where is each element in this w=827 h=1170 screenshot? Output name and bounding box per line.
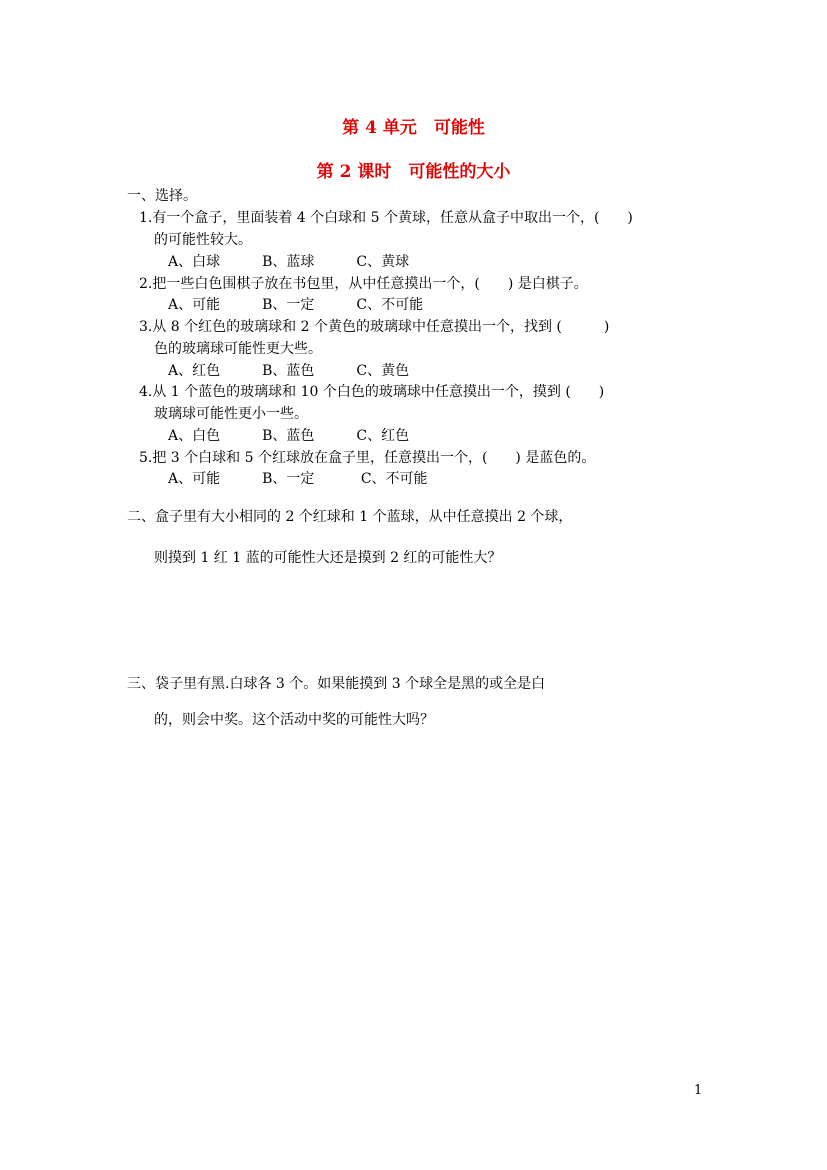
q5-line1: 5.把 3 个白球和 5 个红球放在盒子里，任意摸出一个，( ) 是蓝色的。: [139, 450, 596, 466]
q1-line2: 的可能性较大。: [154, 232, 252, 248]
section2-line2: 则摸到 1 红 1 蓝的可能性大还是摸到 2 红的可能性大？: [154, 550, 502, 566]
q4-line1: 4.从 1 个蓝色的玻璃球和 10 个白色的玻璃球中任意摸出一个，摸到 ( ): [139, 384, 605, 400]
section3-line1: 三、袋子里有黑.白球各 3 个。如果能摸到 3 个球全是黑的或全是白: [127, 676, 546, 692]
q1-line1: 1.有一个盒子，里面装着 4 个白球和 5 个黄球，任意从盒子中取出一个，( ): [139, 210, 633, 226]
section2-line1: 二、盒子里有大小相同的 2 个红球和 1 个蓝球，从中任意摸出 2 个球，: [127, 509, 573, 525]
q3-line1: 3.从 8 个红色的玻璃球和 2 个黄色的玻璃球中任意摸出一个，找到 ( ): [139, 319, 610, 335]
section1-heading: 一、选择。: [127, 188, 197, 204]
unit-title: 第 4 单元 可能性: [342, 118, 485, 138]
q2-line1: 2.把一些白色围棋子放在书包里，从中任意摸出一个，( ) 是白棋子。: [139, 276, 588, 292]
q3-line2: 色的玻璃球可能性更大些。: [154, 341, 322, 357]
lesson-title: 第 2 课时 可能性的大小: [316, 162, 511, 182]
q3-options: A、红色 B、蓝色 C、黄色: [168, 363, 410, 379]
q1-options: A、白球 B、蓝球 C、黄球: [168, 254, 410, 270]
q4-line2: 玻璃球可能性更小一些。: [154, 406, 308, 422]
q2-options: A、可能 B、一定 C、不可能: [168, 297, 424, 313]
section3-line2: 的，则会中奖。这个活动中奖的可能性大吗？: [154, 712, 434, 728]
q5-options: A、可能 B、一定 C、不可能: [168, 471, 428, 487]
q4-options: A、白色 B、蓝色 C、红色: [168, 428, 410, 444]
page-number: 1: [694, 1083, 703, 1098]
